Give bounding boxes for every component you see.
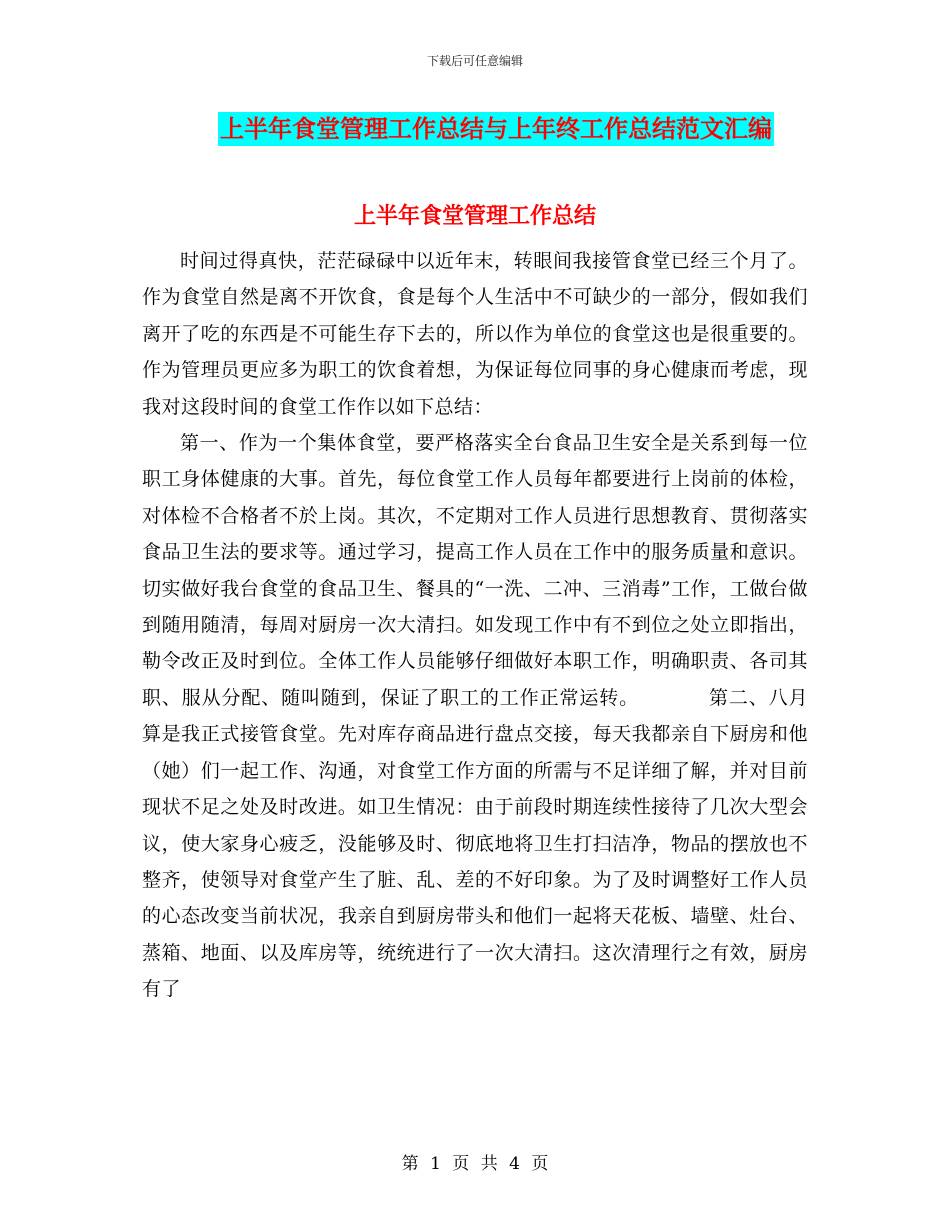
page-number-footer: 第 1 页 共 4 页: [401, 1154, 549, 1174]
document-body: [142, 243, 808, 1008]
document-title-container: [0, 112, 950, 146]
document-title: 上半年食堂管理工作总结与上年终工作总结范文汇编: [218, 112, 774, 146]
paragraph-first-point: 第一、作为一个集体食堂，要严格落实全台食品卫生安全是关系到每一位职工身体健康的大事。首先，每位食堂工作人员每年都要进行上岗前的体检，对体检不合格者不於上岗。其次，不定期对工作人员进行思想教育、贯彻落实食品卫生法的要求等。通过学习，提高工作人员在工作中的服务质量和意识。切实做好我台食堂的食品卫生、餐具的“一洗、二冲、三消毒”工作，工做台做到随用随清，每周对厨房一次大清扫。如发现工作中有不到位之处立即指出，勒令改正及时到位。全体工作人员能够仔细做好本职工作，明确职责、各司其职、服从分配、随叫随到，保证了职工的工作正常运转。 第二、八月算是我正式接管食堂。先对库存商品进行盘点交接，每天我都亲自下厨房和他（她）们一起工作、沟通，对食堂工作方面的所需与不足详细了解，并对目前现状不足之处及时改进。如卫生情况：由于前段时期连续性接待了几次大型会议，使大家身心疲乏，没能够及时、彻底地将卫生打扫洁净，物品的摆放也不整齐，使领导对食堂产生了脏、乱、差的不好印象。为了及时调整好工作人员的心态改变当前状况，我亲自到厨房带头和他们一起将天花板、墙壁、灶台、蒸箱、地面、以及库房等，统统进行了一次大清扫。这次清理行之有效，厨房有了: [142, 432, 808, 1001]
section-title: 上半年食堂管理工作总结: [353, 204, 596, 229]
paragraph-intro: 时间过得真快，茫茫碌碌中以近年末，转眼间我接管食堂已经三个月了。作为食堂自然是离不开饮食，食是每个人生活中不可缺少的一部分，假如我们离开了吃的东西是不可能生存下去的，所以作为单位的食堂这也是很重要的。作为管理员更应多为职工的饮食着想，为保证每位同事的身心健康而考虑，现我对这段时间的食堂工作作以如下总结：: [142, 250, 808, 418]
header-note: 下载后可任意编辑: [426, 54, 523, 68]
